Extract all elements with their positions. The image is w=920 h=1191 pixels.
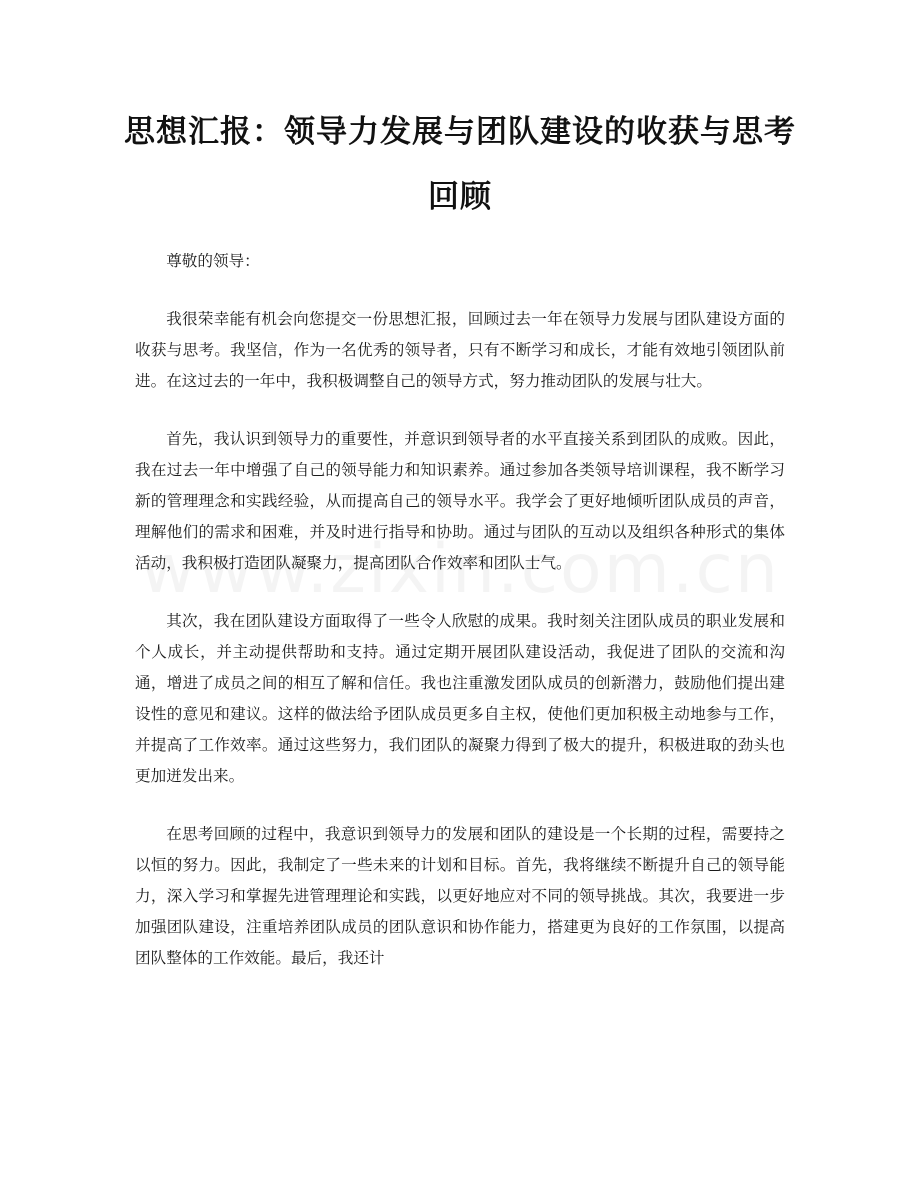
salutation: 尊敬的领导： [166,252,260,270]
document-body [135,246,785,1001]
paragraph-intro: 我很荣幸能有机会向您提交一份思想汇报，回顾过去一年在领导力发展与团队建设方面的收获与思考。我坚信，作为一名优秀的领导者，只有不断学习和成长，才能有效地引领团队前进。在这过去的一年中，我积极调整自己的领导方式，努力推动团队的发展与壮大。 [135,310,785,390]
document-title: 思想汇报：领导力发展与团队建设的收获与思考回顾 [124,114,796,215]
paragraph-second: 其次，我在团队建设方面取得了一些令人欣慰的成果。我时刻关注团队成员的职业发展和个人成长，并主动提供帮助和支持。通过定期开展团队建设活动，我促进了团队的交流和沟通，增进了成员之间的相互了解和信任。我也注重激发团队成员的创新潜力，鼓励他们提出建设性的意见和建议。这样的做法给予团队成员更多自主权，使他们更加积极主动地参与工作，并提高了工作效率。通过这些努力，我们团队的凝聚力得到了极大的提升，积极进取的劲头也更加迸发出来。 [135,612,785,785]
paragraph-reflection: 在思考回顾的过程中，我意识到领导力的发展和团队的建设是一个长期的过程，需要持之以恒的努力。因此，我制定了一些未来的计划和目标。首先，我将继续不断提升自己的领导能力，深入学习和掌握先进管理理论和实践，以更好地应对不同的领导挑战。其次，我要进一步加强团队建设，注重培养团队成员的团队意识和协作能力，搭建更为良好的工作氛围，以提高团队整体的工作效能。最后，我还计 [135,825,785,967]
paragraph-first: 首先，我认识到领导力的重要性，并意识到领导者的水平直接关系到团队的成败。因此，我在过去一年中增强了自己的领导能力和知识素养。通过参加各类领导培训课程，我不断学习新的管理理念和实践经验，从而提高自己的领导水平。我学会了更好地倾听团队成员的声音，理解他们的需求和困难，并及时进行指导和协助。通过与团队的互动以及组织各种形式的集体活动，我积极打造团队凝聚力，提高团队合作效率和团队士气。 [135,430,785,572]
